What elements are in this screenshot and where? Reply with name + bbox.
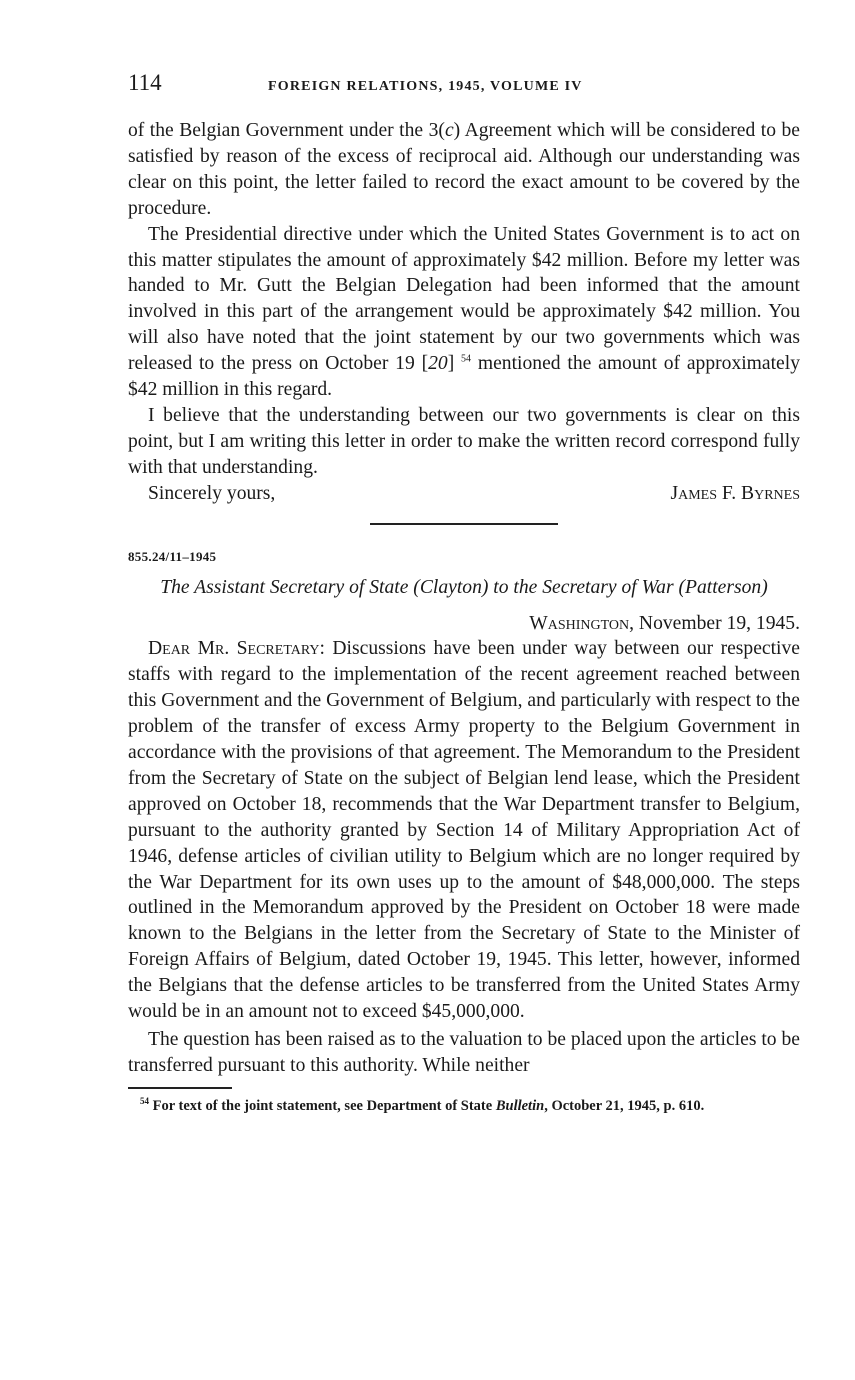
file-number: 855.24/11–1945 (128, 548, 217, 564)
letter2-paragraph-2: The question has been raised as to the valuation to be placed upon the articles to be transferred pursuant to this authority. While neither (128, 1029, 800, 1076)
dateline: Washington, November 19, 1945. (529, 612, 800, 634)
footnote-marker: 54 (140, 1095, 149, 1106)
letter1-paragraph-1: of the Belgian Government under the 3(c) Agreement which will be considered to be satisfied by reason of the excess of reciprocal aid. Although our understanding was clear on this point, the letter failed to record the exact amount to be covered by the procedure. (128, 120, 800, 219)
closing: Sincerely yours, (148, 482, 276, 504)
section-divider (370, 523, 558, 525)
letter1-paragraph-2: The Presidential directive under which the United States Government is to act on this matter stipulates the amount of approximately $42 million. Before my letter was handed to Mr. Gutt the Belgian Delegation had been informed that the amount involved in this part of the arrangement would be approximately $42 million. You will also have noted that the joint statement by our two governments which was released to the press on October 19 [20] $^{54}$ mentioned the amount of approximately $42 million in this regard. (128, 223, 800, 401)
signature: James F. Byrnes (670, 482, 800, 504)
letter1-paragraph-3: I believe that the understanding between our two governments is clear on this point, but I am writing this letter in order to make the written record correspond fully with that understanding. (128, 404, 800, 478)
footnote-reference: 54 (461, 353, 472, 365)
footnote-rule (128, 1087, 232, 1089)
salutation: Dear Mr. Secretary (148, 638, 320, 660)
letter1-signature-block (128, 481, 800, 507)
footnote: $^{54}$ For text of the joint statement, see Department of State Bulletin, October 21, 1945, p. 610. (140, 1095, 705, 1114)
page-number: 114 (128, 70, 162, 95)
running-title: FOREIGN RELATIONS, 1945, VOLUME IV (268, 79, 583, 94)
document-title: The Assistant Secretary of State (Clayton) to the Secretary of War (Patterson) (160, 576, 768, 598)
page-header (128, 70, 800, 110)
document-page (128, 70, 800, 1115)
letter2-paragraph-1: Dear Mr. Secretary: Discussions have been under way between our respective staffs with regard to the implementation of the recent agreement reached between this Government and the Government of Belgium, and particularly with respect to the problem of the transfer of excess Army property to the Belgium Government in accordance with the provisions of that agreement. The Memorandum to the President from the Secretary of State on the subject of Belgian lend lease, which the President approved on October 18, recommends that the War Department transfer to Belgium, pursuant to the authority granted by Section 14 of Military Appropriation Act of 1946, defense articles of civilian utility to Belgium which are no longer required by the War Department for its own uses up to the amount of $48,000,000. The steps outlined in the Memorandum approved by the President on October 18 were made known to the Belgians in the letter from the Secretary of State to the Minister of Foreign Affairs of Belgium, dated October 19, 1945. This letter, however, informed the Belgians that the defense articles to be transferred from the United States Army would be in an amount not to exceed $45,000,000. (128, 638, 800, 1023)
